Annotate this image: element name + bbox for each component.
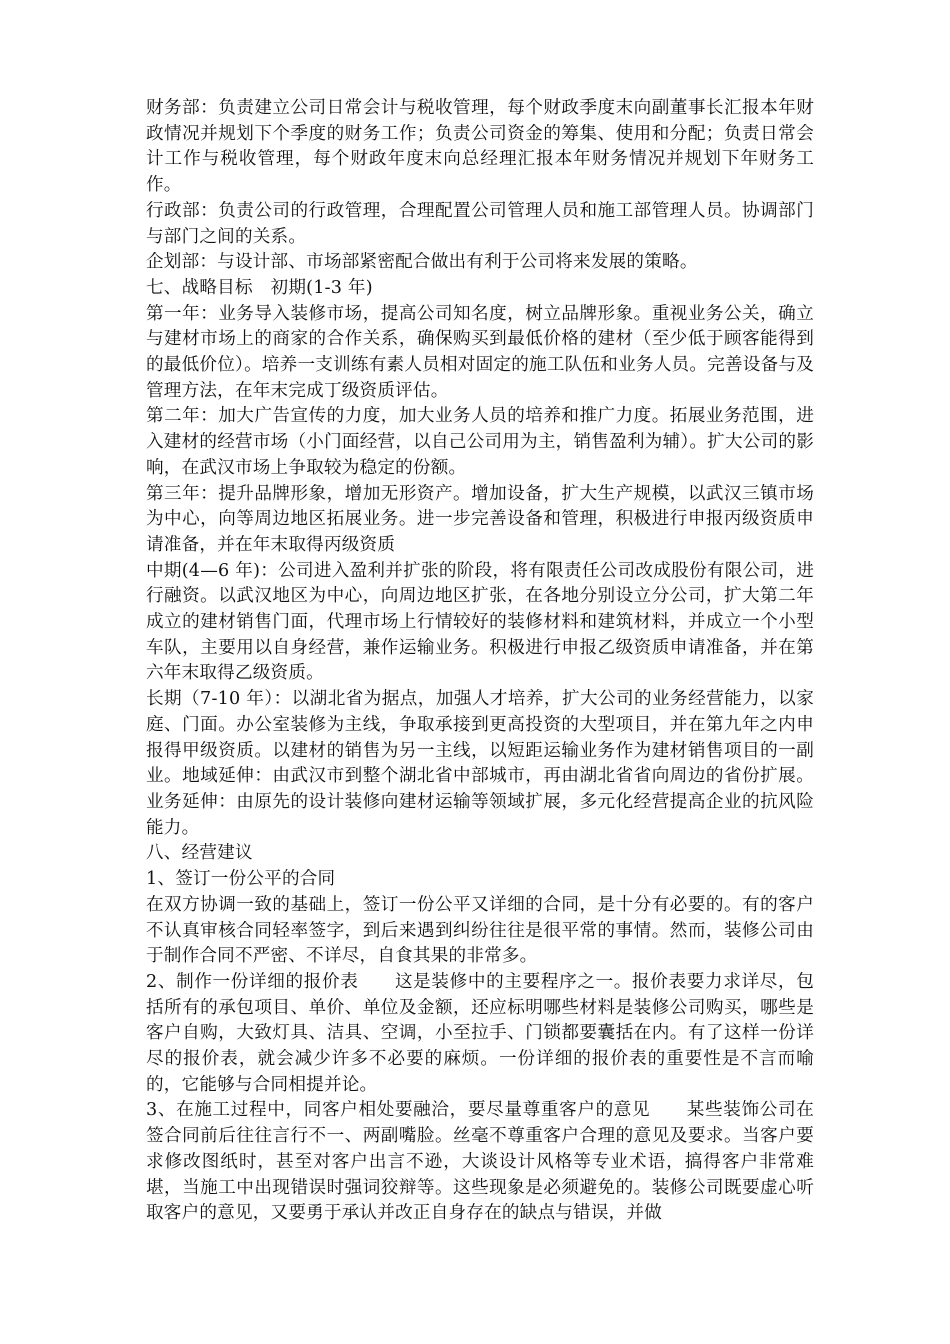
paragraph-admin-dept: 行政部：负责公司的行政管理，合理配置公司管理人员和施工部管理人员。协调部门与部门之间的关系。 [146, 200, 814, 247]
section-heading-strategy: 七、战略目标 初期(1-3 年) [146, 277, 373, 298]
paragraph-contract: 在双方协调一致的基础上，签订一份公平又详细的合同，是十分有必要的。有的客户不认真审核合同轻率签字，到后来遇到纠纷往往是很平常的事情。然而，装修公司由于制作合同不严密、不详尽，自食其果的非常多。 [146, 894, 814, 967]
paragraph-year-two: 第二年：加大广告宣传的力度，加大业务人员的培养和推广力度。拓展业务范围，进入建材的经营市场（小门面经营，以自己公司用为主，销售盈利为辅）。扩大公司的影响，在武汉市场上争取较为稳定的份额。 [146, 406, 814, 478]
paragraph-quotation: 2、制作一份详细的报价表 这是装修中的主要程序之一。报价表要力求详尽，包括所有的承包项目、单价、单位及金额，还应标明哪些材料是装修公司购买，哪些是客户自购，大致灯具、洁具、空调，小至拉手、门锁都要囊括在内。有了这样一份详尽的报价表，就会减少许多不必要的麻烦。一份详细的报价表的重要性是不言而喻的，它能够与合同相提并论。 [146, 971, 814, 1095]
paragraph-long-term: 长期（7-10 年）：以湖北省为据点，加强人才培养，扩大公司的业务经营能力，以家庭、门面。办公室装修为主线，争取承接到更高投资的大型项目，并在第九年之内申报得甲级资质。以建材的销售为另一主线，以短距运输业务作为建材销售项目的一副业。地域延伸：由武汉市到整个湖北省中部城市，再由湖北省省向周边的省份扩展。业务延伸：由原先的设计装修向建材运输等领域扩展，多元化经营提高企业的抗风险能力。 [146, 689, 814, 838]
paragraph-finance-dept: 财务部：负责建立公司日常会计与税收管理，每个财政季度末向副董事长汇报本年财政情况并规划下个季度的财务工作；负责公司资金的筹集、使用和分配；负责日常会计工作与税收管理，每个财政年度末向总经理汇报本年财务情况并规划下年财务工作。 [146, 98, 814, 196]
section-heading-suggestions: 八、经营建议 [146, 843, 253, 864]
paragraph-customer-relations: 3、在施工过程中，同客户相处要融洽，要尽量尊重客户的意见 某些装饰公司在签合同前后往往言行不一、两副嘴脸。丝毫不尊重客户合理的意见及要求。当客户要求修改图纸时，甚至对客户出言不逊，大谈设计风格等专业术语，搞得客户非常难堪，当施工中出现错误时强词狡辩等。这些现象是必须避免的。装修公司既要虚心听取客户的意见，又要勇于承认并改正自身存在的缺点与错误，并做 [146, 1100, 814, 1224]
paragraph-year-three: 第三年：提升品牌形象，增加无形资产。增加设备，扩大生产规模，以武汉三镇市场为中心，向等周边地区拓展业务。进一步完善设备和管理，积极进行申报丙级资质申请准备，并在年末取得丙级资质 [146, 483, 814, 555]
paragraph-mid-term: 中期(4—6 年)：公司进入盈利并扩张的阶段，将有限责任公司改成股份有限公司，进行融资。以武汉地区为中心，向周边地区扩张，在各地分别设立分公司，扩大第二年成立的建材销售门面，代理市场上行情较好的装修材料和建筑材料，并成立一个小型车队，主要用以自身经营，兼作运输业务。积极进行申报乙级资质申请准备，并在第六年末取得乙级资质。 [146, 560, 814, 684]
subheading-contract: 1、签订一份公平的合同 [146, 869, 336, 890]
paragraph-planning-dept: 企划部：与设计部、市场部紧密配合做出有利于公司将来发展的策略。 [146, 252, 698, 273]
paragraph-year-one: 第一年：业务导入装修市场，提高公司知名度，树立品牌形象。重视业务公关，确立与建材市场上的商家的合作关系，确保购买到最低价格的建材（至少低于顾客能得到的最低价位）。培养一支训练有素人员相对固定的施工队伍和业务人员。完善设备与及管理方法，在年末完成丁级资质评估。 [146, 303, 814, 401]
document-body [146, 96, 814, 1227]
